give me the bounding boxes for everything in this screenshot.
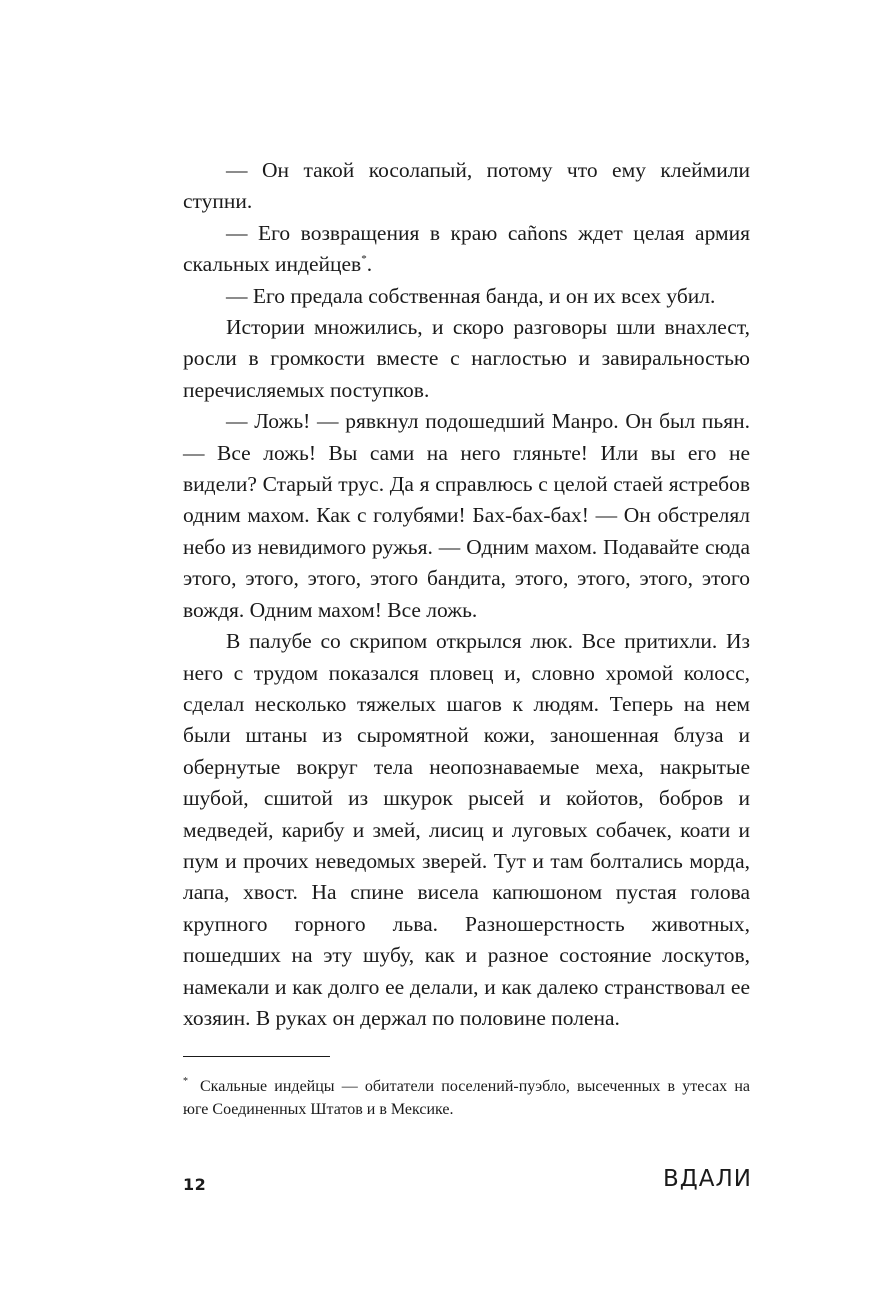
footnote-marker: * — [183, 1076, 188, 1087]
paragraph: В палубе со скрипом открылся люк. Все притихли. Из него с трудом показался пловец и, словно хромой колосс, сделал несколько тяжелых шагов к людям. Теперь на нем были штаны из сыромятной кожи, заношенная блуза и обернутые вокруг тела неопознаваемые меха, накрытые шубой, сшитой из шкурок рысей и койотов, бобров и медведей, карибу и змей, лисиц и луговых собачек, коати и пум и прочих неведомых зверей. Тут и там болтались морда, лапа, хвост. На спине висела капюшоном пустая голова крупного горного льва. Разношерстность животных, пошедших на эту шубу, как и разное состояние лоскутов, намекали и как долго ее делали, и как далеко странствовал ее хозяин. В руках он держал по половине полена. — [183, 629, 750, 1030]
paragraph: — Ложь! — рявкнул подошедший Манро. Он был пьян. — Все ложь! Вы сами на него гляньте! Или вы его не видели? Старый трус. Да я справлюсь с целой стаей ястребов одним махом. Как с голубями! Бах-бах-бах! — Он обстрелял небо из невидимого ружья. — Одним махом. Подавайте сюда этого, этого, этого, этого бандита, этого, этого, этого, этого вождя. Одним махом! Все ложь. — [183, 409, 750, 622]
footnote-text: Скальные индейцы — обитатели поселений-пуэбло, высеченных в утесах на юге Соединенных Штатов и в Мексике. — [183, 1078, 750, 1118]
footnote-reference[interactable]: * — [361, 253, 367, 266]
paragraph: Истории множились, и скоро разговоры шли внахлест, росли в громкости вместе с наглостью и завиральностью перечисляемых поступков. — [183, 315, 750, 402]
main-text — [183, 155, 750, 1034]
footnote — [183, 1075, 750, 1121]
paragraph: — Его предала собственная банда, и он их всех убил. — [226, 283, 716, 308]
paragraph-text: — Его возвращения в краю cañons ждет целая армия скальных индейцев — [183, 220, 750, 277]
page-number: 12 — [183, 1175, 207, 1194]
paragraph — [183, 218, 750, 281]
paragraph: — Он такой косолапый, потому что ему клеймили ступни. — [183, 158, 750, 214]
footnote-divider — [183, 1056, 330, 1057]
running-title: ВДАЛИ — [663, 1166, 752, 1192]
paragraph-tail: . — [366, 252, 373, 277]
